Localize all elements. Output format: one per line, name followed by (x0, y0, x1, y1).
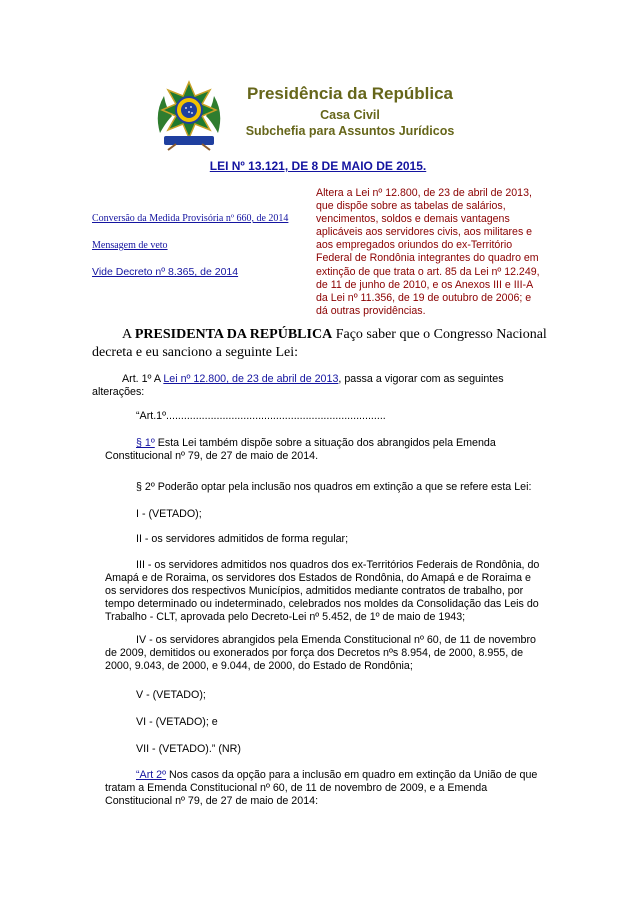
item-iv-line: de 2009, demitidos ou exonerados por força dos Decretos nºs 8.954, de 2000, 8.955, de (105, 647, 524, 659)
brazil-coat-of-arms-icon (150, 78, 228, 152)
ementa-line: que dispõe sobre as tabelas de salários, (316, 200, 506, 213)
ementa-line: extinção de que trata o art. 85 da Lei nº 12.249, (316, 265, 540, 278)
paragraph-1 (105, 437, 575, 463)
ementa-line: dá outras providências. (316, 304, 426, 317)
item-i: I - (VETADO); (136, 508, 202, 520)
decree-link[interactable]: Vide Decreto nº 8.365, de 2014 (92, 266, 239, 278)
item-ii: II - os servidores admitidos de forma regular; (136, 533, 349, 545)
item-iv (105, 634, 575, 673)
ementa-line: Federal de Rondônia integrantes do quadro em (316, 252, 539, 265)
intro-lead: A (122, 327, 135, 342)
header-subtitle-subchefia: Subchefia para Assuntos Jurídicos (245, 124, 455, 138)
art2-line-2: tratam a Emenda Constitucional nº 60, de 11 de novembro de 2009, e a Emenda (105, 782, 488, 794)
intro-line-2: decreta e eu sanciono a seguinte Lei: (92, 345, 299, 360)
item-iii-line: tempo determinado ou indeterminado, celebrados nos moldes da Consolidação das Leis do (105, 598, 539, 610)
item-vi: VI - (VETADO); e (136, 716, 218, 728)
header-title: Presidência da República (247, 84, 453, 103)
intro-rest: Faço saber que o Congresso Nacional (332, 327, 547, 342)
item-iii-line: Amapá e de Roraima, os servidores dos Estados de Rondônia, do Amapá e de Roraima e (105, 572, 531, 584)
art2-line-3: Constitucional nº 79, de 27 de maio de 2014: (105, 795, 319, 807)
ementa-line: Altera a Lei nº 12.800, de 23 de abril de 2013, (316, 187, 532, 199)
paragraph-1-link[interactable]: § 1º (136, 437, 155, 449)
ementa (316, 187, 548, 318)
paragraph-2: § 2º Poderão optar pela inclusão nos quadros em extinção a que se refere esta Lei: (136, 481, 532, 493)
law-12800-link[interactable]: Lei nº 12.800, de 23 de abril de 2013 (163, 373, 339, 385)
art1-line-2: alterações: (92, 386, 145, 398)
ementa-line: aplicáveis aos servidores civis, aos militares e (316, 226, 533, 239)
para1-text: Esta Lei também dispõe sobre a situação dos abrangidos pela Emenda (154, 437, 496, 449)
ementa-line: de 11 de junho de 2010, e os Anexos III e III-A (316, 278, 534, 291)
quoted-art1: “Art.1º.......................................................................... (136, 410, 386, 422)
article-2-link[interactable]: “Art 2º (136, 769, 167, 781)
item-vii: VII - (VETADO).” (NR) (136, 743, 241, 755)
item-iii (105, 559, 575, 624)
enactment-clause (92, 326, 562, 362)
item-iv-line: IV - os servidores abrangidos pela Emenda Constitucional nº 60, de 11 de novembro (136, 634, 536, 646)
conversion-link[interactable]: Conversão da Medida Provisória nº 660, de 2014 (92, 213, 289, 224)
item-iii-line: os servidores dos respectivos Municípios, admitidos mediante contratos de trabalho, por (105, 585, 524, 597)
intro-president: PRESIDENTA DA REPÚBLICA (134, 327, 333, 342)
header-subtitle-casa-civil: Casa Civil (320, 108, 380, 122)
art2-text: Nos casos da opção para a inclusão em quadro em extinção da União de que (166, 769, 538, 781)
art1-suffix: , passa a vigorar com as seguintes (338, 373, 504, 385)
para1-line-2: Constitucional nº 79, de 27 de maio de 2014. (105, 450, 319, 462)
article-1 (92, 373, 562, 399)
ementa-line: da Lei nº 11.356, de 19 de outubro de 2006; e (316, 291, 532, 304)
law-title-link[interactable]: LEI Nº 13.121, DE 8 DE MAIO DE 2015. (209, 159, 427, 173)
ementa-line: aos empregados oriundos do ex-Território (316, 239, 513, 252)
item-v: V - (VETADO); (136, 689, 206, 701)
ementa-line: vencimentos, soldos e demais vantagens (316, 213, 510, 226)
art1-prefix: Art. 1º A (122, 373, 164, 385)
veto-message-link[interactable]: Mensagem de veto (92, 240, 168, 251)
article-2 (105, 769, 575, 808)
item-iii-line: III - os servidores admitidos nos quadros dos ex-Territórios Federais de Rondônia, do (136, 559, 540, 571)
item-iii-line: Trabalho - CLT, aprovada pelo Decreto-Lei nº 5.452, de 1º de maio de 1943; (105, 611, 466, 623)
item-iv-line: 2000, 9.043, de 2000, e 9.044, de 2000, do Estado de Rondônia; (105, 660, 413, 672)
